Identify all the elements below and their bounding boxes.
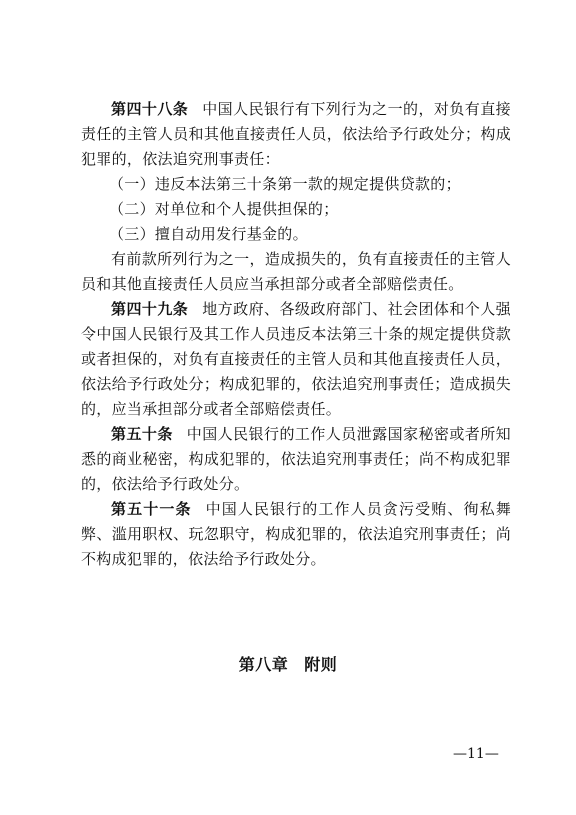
article-48-label: 第四十八条 (111, 100, 189, 118)
article-48-item-1: （一）违反本法第三十条第一款的规定提供贷款的； (109, 175, 461, 193)
article-49-label: 第四十九条 (111, 300, 189, 318)
article-51 (81, 497, 511, 572)
article-49-text: 地方政府、各级政府部门、社会团体和个人强令中国人民银行及其工作人员违反本法第三十条的规定提供贷款或者担保的，对负有直接责任的主管人员和其他直接责任人员，依法给予行政处分；构成犯罪的，依法追究刑事责任；造成损失的，应当承担部分或者全部赔偿责任。 (81, 300, 511, 418)
article-51-label: 第五十一条 (111, 500, 192, 518)
page-number: —11— (453, 746, 499, 762)
article-49 (81, 297, 511, 422)
article-48-item-3: （三）擅自动用发行基金的。 (109, 225, 308, 243)
chapter-heading (0, 652, 576, 675)
article-48-text: 中国人民银行有下列行为之一的，对负有直接责任的主管人员和其他直接责任人员，依法给予行政处分；构成犯罪的，依法追究刑事责任： (81, 100, 511, 168)
article-48-item-2: （二）对单位和个人提供担保的； (109, 200, 339, 218)
article-48-paragraph-2: 有前款所列行为之一，造成损失的，负有直接责任的主管人员和其他直接责任人员应当承担部分或者全部赔偿责任。 (81, 250, 511, 293)
article-50 (81, 422, 511, 497)
article-48 (81, 97, 511, 172)
article-51-text: 中国人民银行的工作人员贪污受贿、徇私舞弊、滥用职权、玩忽职守，构成犯罪的，依法追究刑事责任；尚不构成犯罪的，依法给予行政处分。 (81, 500, 511, 568)
chapter-number: 第八章 (238, 655, 289, 674)
document-body (81, 97, 511, 572)
article-50-text: 中国人民银行的工作人员泄露国家秘密或者所知悉的商业秘密，构成犯罪的，依法追究刑事责任；尚不构成犯罪的，依法给予行政处分。 (81, 425, 511, 493)
chapter-title: 附则 (304, 655, 338, 674)
article-50-label: 第五十条 (111, 425, 173, 443)
